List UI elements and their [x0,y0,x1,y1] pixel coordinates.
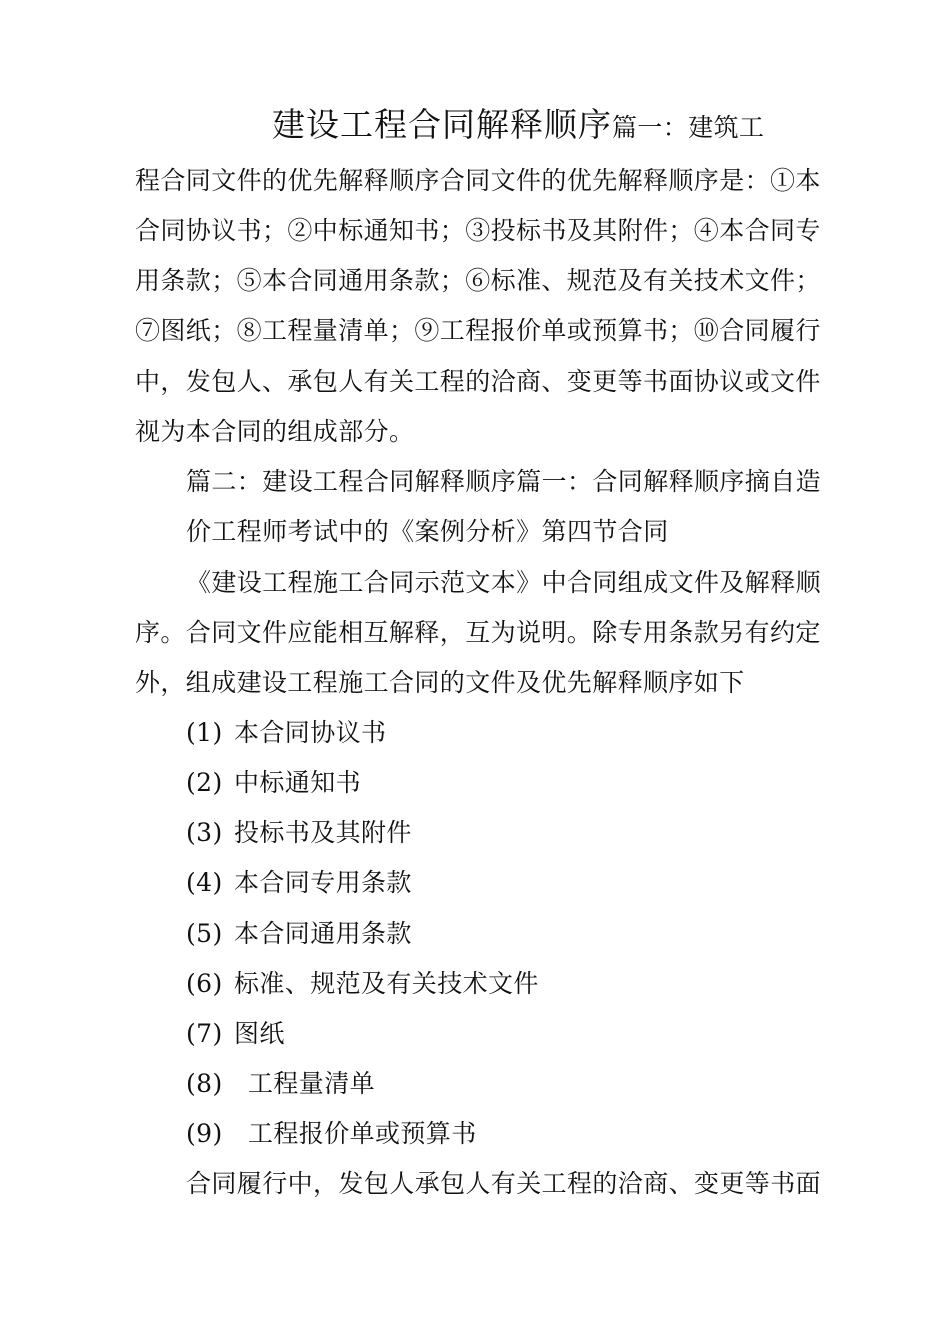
list-item-number: (1) [186,718,223,747]
paragraph-line: 合同协议书；②中标通知书；③投标书及其附件；④本合同专 [135,216,821,245]
list-item-number: (5) [186,919,223,948]
list-item [186,818,876,848]
list-item-number: (2) [186,768,223,797]
list-item [186,718,876,748]
list-item-number: (4) [186,868,223,897]
list-item-text: 图纸 [234,1019,285,1048]
paragraph-line: 外，组成建设工程施工合同的文件及优先解释顺序如下 [135,668,745,697]
list-item-text: 标准、规范及有关技术文件 [234,969,539,998]
document-title: 建设工程合同解释顺序 [272,105,612,144]
list-item-number: (3) [186,818,223,847]
paragraph-line: 中，发包人、承包人有关工程的洽商、变更等书面协议或文件 [135,367,821,396]
list-item [186,1019,876,1049]
paragraph-line: 用条款；⑤本合同通用条款；⑥标准、规范及有关技术文件； [135,266,821,295]
title-suffix: 篇一：建筑工 [612,113,765,142]
list-item-text: 工程量清单 [248,1069,376,1098]
list-item [186,919,876,949]
list-item-text: 本合同协议书 [234,718,387,747]
title-line [272,105,832,144]
paragraph-line: 《建设工程施工合同示范文本》中合同组成文件及解释顺 [186,568,822,597]
list-item-text: 本合同专用条款 [234,868,412,897]
list-item-number: (8) [186,1069,223,1098]
list-item-number: (7) [186,1019,223,1048]
list-item-text: 本合同通用条款 [234,919,412,948]
paragraph-line: 价工程师考试中的《案例分析》第四节合同 [186,517,669,546]
paragraph-line: 程合同文件的优先解释顺序合同文件的优先解释顺序是：①本 [135,166,821,195]
paragraph-line: 篇二：建设工程合同解释顺序篇一：合同解释顺序摘自造 [186,467,822,496]
list-item-text: 投标书及其附件 [234,818,412,847]
paragraph-line: 合同履行中，发包人承包人有关工程的洽商、变更等书面 [186,1169,822,1198]
paragraph-line: 视为本合同的组成部分。 [135,417,415,446]
list-item [186,1119,876,1149]
list-item-number: (6) [186,969,223,998]
list-item-number: (9) [186,1119,223,1148]
paragraph-line: 序。合同文件应能相互解释，互为说明。除专用条款另有约定 [135,618,821,647]
list-item-text: 工程报价单或预算书 [248,1119,477,1148]
list-item [186,768,876,798]
list-item [186,868,876,898]
list-item [186,1069,876,1099]
paragraph-line: ⑦图纸；⑧工程量清单；⑨工程报价单或预算书；⑩合同履行 [135,316,821,345]
list-item [186,969,876,999]
list-item-text: 中标通知书 [234,768,362,797]
